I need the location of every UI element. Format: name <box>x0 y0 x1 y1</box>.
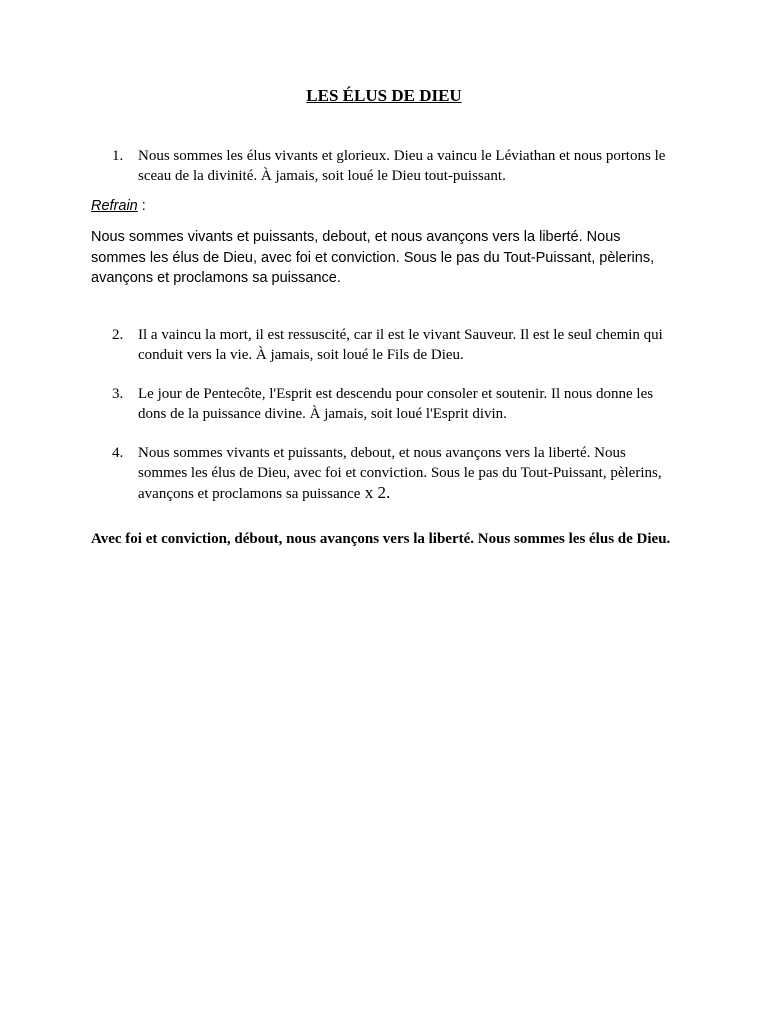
closing-line: Avec foi et conviction, débout, nous avançons vers la liberté. Nous sommes les élus de Dieu. <box>91 531 671 547</box>
verse-4 <box>112 443 672 504</box>
refrain-text: Nous sommes vivants et puissants, debout, et nous avançons vers la liberté. Nous sommes les élus de Dieu, avec foi et conviction. Sous le pas du Tout-Puissant, pèlerins, avançons et proclamons sa puissance. <box>91 229 655 286</box>
verse-number: 3. <box>112 386 124 402</box>
verse-number: 2. <box>112 327 124 343</box>
verse-2 <box>112 325 672 365</box>
verse-text: Le jour de Pentecôte, l'Esprit est descendu pour consoler et soutenir. Il nous donne les dons de la puissance divine. À jamais, soit loué l'Esprit divin. <box>138 386 654 422</box>
verse-text: Il a vaincu la mort, il est ressuscité, car il est le vivant Sauveur. Il est le seul chemin qui conduit vers la vie. À jamais, soit loué le Fils de Dieu. <box>138 327 663 363</box>
refrain-separator: : <box>137 198 146 214</box>
verse-text: Nous sommes vivants et puissants, debout, et nous avançons vers la liberté. Nous sommes les élus de Dieu, avec foi et conviction. Sous le pas du Tout-Puissant, pèlerins, avançons et proclamons sa puissance <box>138 445 662 502</box>
verse-number: 1. <box>112 148 124 164</box>
verse-text: Nous sommes les élus vivants et glorieux. Dieu a vaincu le Léviathan et nous portons le sceau de la divinité. À jamais, soit loué le Dieu tout-puissant. <box>138 148 666 184</box>
verse-text-wrapper <box>138 443 672 504</box>
refrain-label: Refrain <box>91 198 138 214</box>
refrain-heading <box>91 196 146 216</box>
verse-number: 4. <box>112 445 124 461</box>
verse-1 <box>112 146 672 186</box>
song-title: LES ÉLUS DE DIEU <box>306 86 462 105</box>
repeat-marker: x 2. <box>360 483 391 502</box>
verse-3 <box>112 384 672 424</box>
